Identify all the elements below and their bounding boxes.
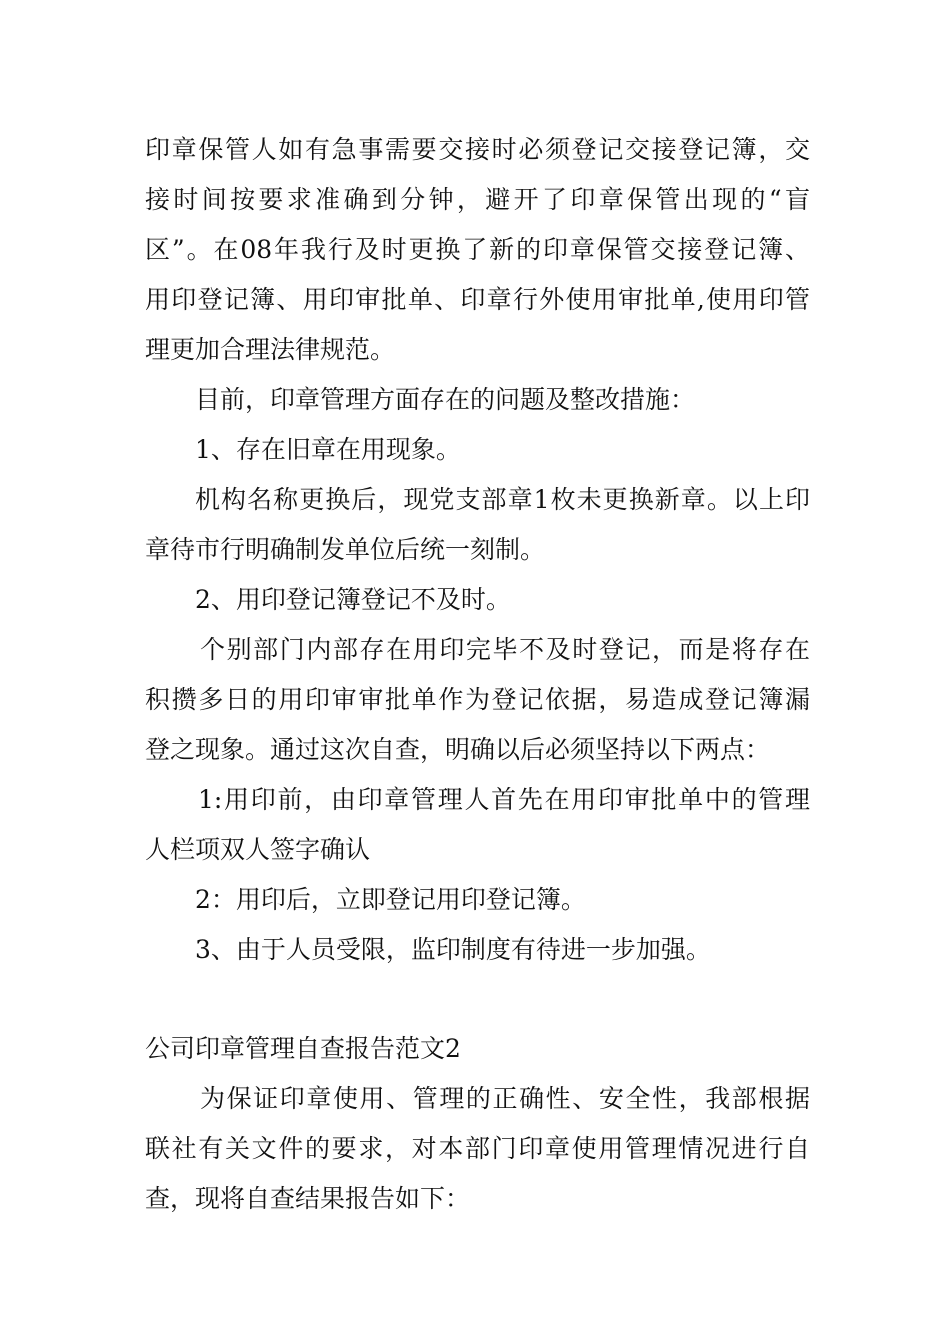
paragraph-line: 积攒多日的用印审审批单作为登记依据，易造成登记簿漏 (145, 685, 810, 714)
list-item-heading: 3、由于人员受限，监印制度有待进一步加强。 (195, 935, 711, 964)
paragraph-line: 1:用印前，由印章管理人首先在用印审批单中的管理 (198, 785, 810, 814)
paragraph-line: 接时间按要求准确到分钟，避开了印章保管出现的“盲 (145, 185, 810, 214)
paragraph-line: 机构名称更换后，现党支部章1枚未更换新章。以上印 (195, 485, 810, 514)
paragraph-line: 个别部门内部存在用印完毕不及时登记，而是将存在 (200, 635, 810, 664)
paragraph-line: 人栏项双人签字确认 (145, 835, 371, 864)
paragraph-line: 查，现将自查结果报告如下： (145, 1184, 471, 1213)
list-item-heading: 1、存在旧章在用现象。 (195, 435, 461, 464)
paragraph-line: 用印登记簿、用印审批单、印章行外使用审批单,使用印管 (145, 285, 810, 314)
paragraph-line: 理更加合理法律规范。 (145, 335, 396, 364)
paragraph-line: 联社有关文件的要求，对本部门印章使用管理情况进行自 (145, 1134, 810, 1163)
paragraph-line: 章待市行明确制发单位后统一刻制。 (145, 535, 546, 564)
paragraph-line: 印章保管人如有急事需要交接时必须登记交接登记簿，交 (145, 135, 810, 164)
paragraph-line: 登之现象。通过这次自查，明确以后必须坚持以下两点： (145, 735, 771, 764)
section-title: 公司印章管理自查报告范文2 (145, 1034, 461, 1063)
paragraph-line: 区”。在08年我行及时更换了新的印章保管交接登记簿、 (145, 235, 810, 264)
list-item-heading: 2、用印登记簿登记不及时。 (195, 585, 511, 614)
paragraph-line: 为保证印章使用、管理的正确性、安全性，我部根据 (200, 1084, 810, 1113)
paragraph-line: 2：用印后，立即登记用印登记簿。 (195, 885, 586, 914)
paragraph-line: 目前，印章管理方面存在的问题及整改措施： (195, 385, 696, 414)
